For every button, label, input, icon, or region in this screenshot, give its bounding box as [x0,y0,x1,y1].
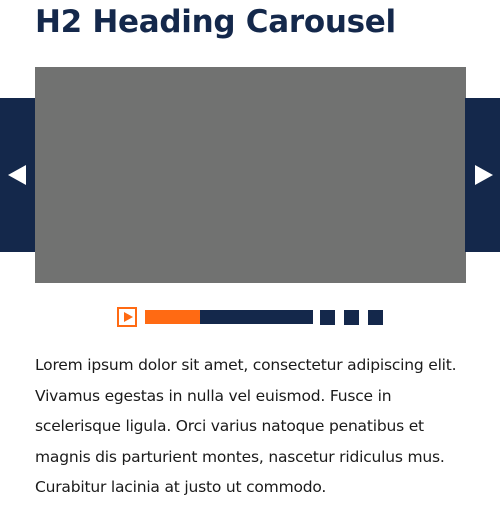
arrow-right-icon [475,165,493,185]
carousel-play-button[interactable] [117,307,137,327]
carousel-next-button[interactable] [465,98,500,252]
page-heading: H2 Heading Carousel [35,4,396,40]
body-paragraph: Lorem ipsum dolor sit amet, consectetur adipiscing elit. Vivamus egestas in nulla vel euismod. Fusce in scelerisque ligula. Orci varius natoque penatibus et magnis dis parturient montes, nascetur ridiculus mus. Curabitur lacinia at justo ut commodo. [35,356,457,496]
play-icon [124,312,133,322]
carousel-progress-bar[interactable] [145,310,313,324]
carousel-slide-indicator-2[interactable] [320,310,335,325]
arrow-left-icon [8,165,26,185]
carousel-slide-indicator-4[interactable] [368,310,383,325]
carousel-slide [35,67,466,283]
carousel-slide-indicator-3[interactable] [344,310,359,325]
carousel-prev-button[interactable] [0,98,35,252]
carousel-progress-fill [145,310,200,324]
